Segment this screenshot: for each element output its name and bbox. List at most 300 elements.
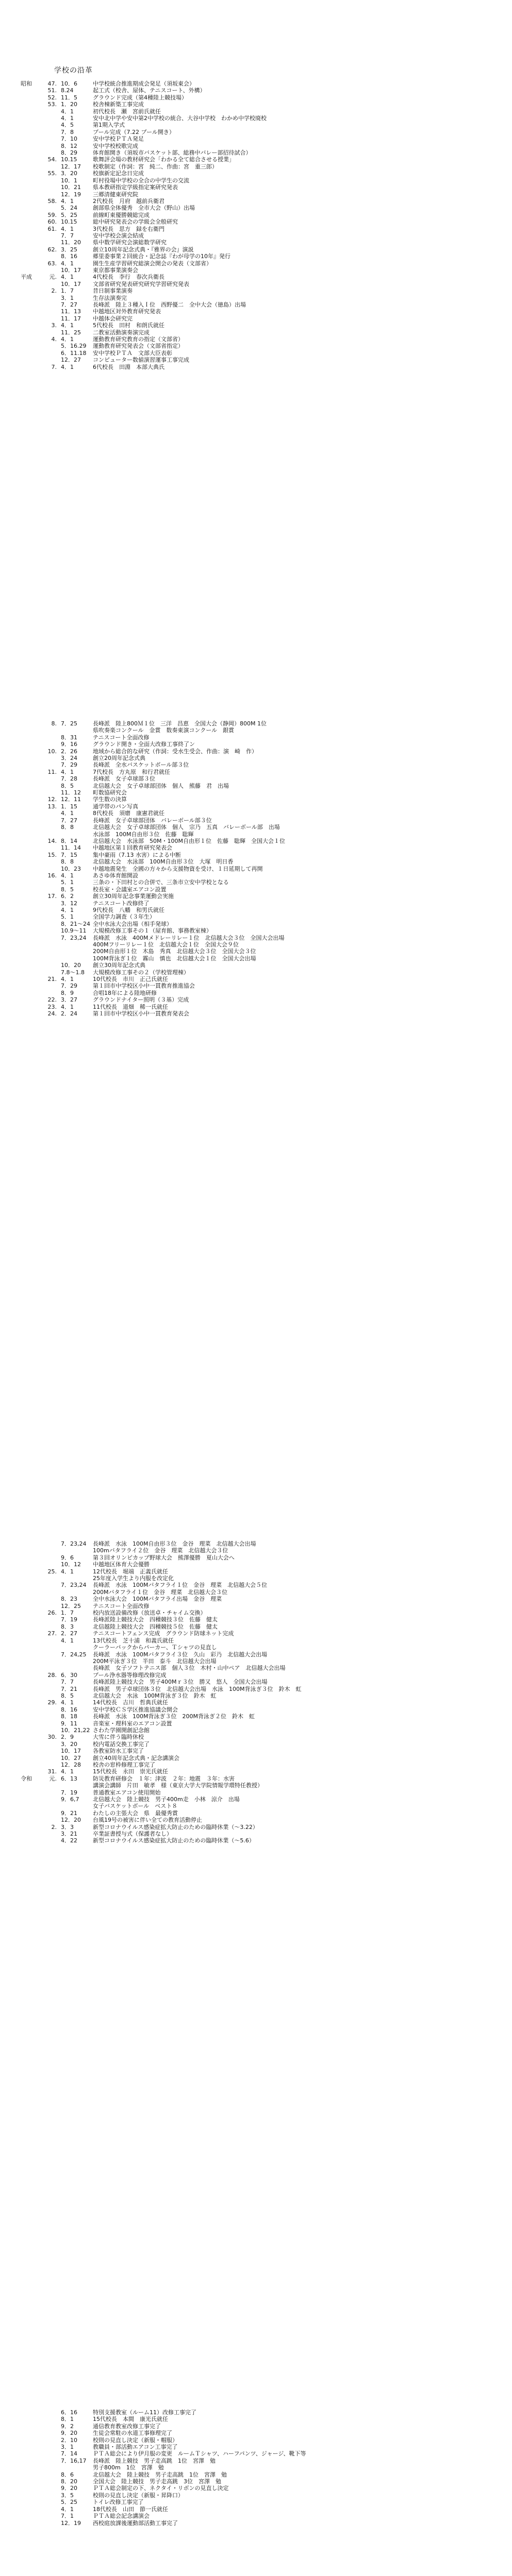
history-entry [21, 1831, 301, 1837]
event-text: 北信越大会 水泳部 100M自由形３位 大塚 明日香 [93, 858, 234, 866]
history-entry [21, 1720, 301, 1727]
history-entry [21, 1727, 301, 1734]
event-text: 校内電話交換工事完了 [93, 1740, 150, 1748]
date-label: 6．16 [61, 2409, 77, 2416]
date-label: 11．12 [61, 789, 81, 796]
year-label [37, 2444, 57, 2450]
event-text: 安中学校会演会結成 [93, 232, 144, 239]
event-text: 男子800m 1位 宮澤 勉 [93, 2464, 164, 2471]
event-text: テニスコートフェンス完成 グラウンド防球ネット完成 [93, 1630, 234, 1637]
history-entry [21, 1713, 301, 1720]
era-label [21, 2492, 37, 2499]
history-entry [21, 1775, 301, 1782]
year-label: 22. [47, 996, 57, 1004]
year-label [37, 1796, 57, 1803]
event-text: 長峰派 女子卓球部３位 [93, 775, 155, 783]
year-label [37, 789, 57, 796]
era-label [21, 1824, 37, 1831]
era-label [21, 982, 37, 989]
date-label: 12．25 [61, 1602, 81, 1609]
year-label [37, 135, 57, 142]
year-label [37, 2409, 57, 2416]
event-text: 長峰派陸上競技大会 四種競技３位 佐藤 健太 [93, 1616, 218, 1623]
year-label: 61. [47, 225, 57, 232]
date-label: 7．29 [61, 982, 77, 990]
era-label [21, 226, 37, 232]
event-text: 全国学力調査（３年生） [93, 913, 155, 921]
event-text: 長峰派 女子卓球部団体 バレーボール部３位 [93, 817, 212, 824]
year-label: 47. [47, 80, 57, 87]
date-label [57, 1589, 93, 1596]
date-label: 10．17 [61, 1748, 81, 1755]
year-label: 14. [47, 837, 57, 844]
event-text: 安中学校ＰＴＡ 文部大臣表彰 [93, 349, 172, 357]
year-label [37, 1554, 57, 1561]
year-label [37, 2423, 57, 2430]
history-entry [21, 87, 267, 94]
year-label [37, 2471, 57, 2478]
era-label [21, 1554, 37, 1561]
event-text: 県吹奏楽コンクール 金賞 数奏東演コンクール 銀賞 [93, 727, 235, 734]
history-entry [21, 907, 285, 913]
date-label: 6．2 [61, 893, 74, 900]
history-entry [21, 246, 267, 253]
history-entry [21, 1658, 301, 1665]
era-label [21, 108, 37, 115]
date-label: 8.24 [61, 87, 74, 94]
year-label [37, 962, 57, 969]
event-text: 学生数の決算 [93, 796, 127, 803]
era-label [21, 775, 37, 782]
era-label [21, 287, 37, 294]
history-entry [21, 789, 285, 796]
era-label [21, 1603, 37, 1609]
date-label: 3．1 [61, 2444, 74, 2451]
year-label [37, 927, 57, 934]
event-text: 安中学校校歌完成 [93, 142, 138, 149]
history-entry [21, 1768, 301, 1775]
event-text: 創立30周年記念事業運動会実施 [93, 893, 174, 900]
year-label [37, 969, 57, 976]
history-entry [21, 741, 285, 748]
history-entry [21, 343, 267, 349]
year-label [37, 2450, 57, 2457]
history-entry [21, 996, 285, 1003]
year-label [37, 1741, 57, 1748]
event-text: 運動教育研究教育の指定（文部省） [93, 336, 184, 343]
era-label [21, 170, 37, 177]
date-label: 4．1 [61, 2505, 74, 2513]
date-label: 2．27 [61, 1630, 77, 1637]
event-text: 校舎の窓枠修理工事完了 [93, 1761, 155, 1768]
year-label [37, 177, 57, 184]
date-label: 10．6 [61, 80, 77, 87]
era-label [21, 990, 37, 996]
year-label [37, 1686, 57, 1692]
date-label: 1．20 [61, 101, 77, 108]
date-label: 10．20 [61, 962, 81, 969]
era-label [21, 2471, 37, 2478]
date-label: 4．1 [61, 872, 74, 879]
history-entry [21, 212, 267, 218]
date-label: 8．8 [61, 858, 74, 866]
year-label: 元. [49, 274, 57, 281]
era-label [21, 253, 37, 260]
history-entry [21, 1734, 301, 1740]
history-entry [21, 755, 285, 761]
era-label [21, 2485, 37, 2492]
year-label: 8. [51, 720, 57, 727]
date-label: 12．27 [61, 357, 81, 364]
date-label: 10．21 [61, 184, 81, 191]
era-label [21, 741, 37, 748]
history-entry [21, 1596, 301, 1602]
history-entry [21, 357, 267, 363]
year-label: 51. [47, 87, 57, 94]
era-label [21, 817, 37, 824]
era-label [21, 315, 37, 322]
event-text: ＰＴＡ総会制定の下、ネクタイ・リボンの見直し決定 [93, 2485, 229, 2492]
date-label: 3．20 [61, 170, 77, 177]
year-label [37, 205, 57, 211]
era-label [21, 927, 37, 934]
date-label: 4．1 [61, 363, 74, 370]
date-label [57, 2464, 93, 2471]
history-entry [21, 1554, 301, 1561]
date-label: 4．1 [61, 336, 74, 343]
date-label: 4．1 [61, 1699, 74, 1706]
year-label [37, 844, 57, 851]
date-label: 9．2 [61, 2422, 74, 2430]
year-label [37, 1623, 57, 1630]
era-label [21, 2437, 37, 2444]
event-text: 中越地区対外教育研究発表 [93, 308, 161, 315]
event-text: 町村役場中学校の全合の中学生の交流 [93, 177, 189, 184]
era-label [21, 1831, 37, 1837]
date-label [57, 955, 93, 962]
event-text: 初代校長 瀬 宮前氏就任 [93, 108, 161, 115]
date-label: 4．1 [61, 1003, 74, 1010]
era-label [21, 177, 37, 184]
era-label [21, 336, 37, 343]
history-entry [21, 1630, 301, 1637]
history-entry [21, 267, 267, 274]
history-entry [21, 1796, 301, 1803]
year-label: 55. [47, 170, 57, 177]
history-section-2 [21, 720, 285, 1017]
year-label [37, 921, 57, 927]
year-label: 3. [51, 322, 57, 329]
date-label: 4．5 [61, 122, 74, 129]
date-label: 4．1 [61, 906, 74, 913]
era-label [21, 364, 37, 370]
history-entry [21, 2485, 306, 2492]
history-entry [21, 1748, 301, 1754]
era-label [21, 2520, 37, 2527]
date-label: 10.15 [61, 156, 77, 163]
year-label [37, 191, 57, 198]
year-label: 31. [47, 1768, 57, 1775]
date-label: 8．16 [61, 1706, 77, 1713]
year-label [37, 350, 57, 357]
date-label: 5．16.29 [61, 343, 87, 350]
era-label [21, 267, 37, 274]
event-text: 教職員・部活動エアコン工事完了 [93, 2444, 178, 2451]
event-text: 長峰派 水泳 400Mメドレーリレー１位 北信越大会３位 全国大会出場 [93, 934, 285, 941]
date-label: 8．5 [61, 1692, 74, 1699]
history-entry [21, 2520, 306, 2527]
era-label [21, 1837, 37, 1844]
history-entry [21, 253, 267, 260]
history-entry [21, 727, 285, 734]
event-text: 大規模改修工事その２（学校管理棟） [93, 969, 189, 976]
history-entry [21, 900, 285, 907]
date-label: 6．13 [61, 1775, 77, 1782]
event-text: 北信越大会 女子卓球部団体 個人 熊藤 君 出場 [93, 782, 229, 789]
era-label [21, 1651, 37, 1658]
history-entry [21, 94, 267, 101]
date-label: 10．23 [61, 865, 81, 872]
year-label [37, 866, 57, 872]
event-text: グラウンド完成（第4種陸上競技場） [93, 94, 187, 101]
date-label: 8．3 [61, 1623, 74, 1630]
date-label: 7．23,24 [61, 1582, 87, 1589]
year-label: 29. [47, 1699, 57, 1706]
era-label [21, 1540, 37, 1547]
date-label: 7．21 [61, 1685, 77, 1692]
event-text: 全中水泳大会出場（相手発球） [93, 920, 172, 927]
date-label: 7．19 [61, 1616, 77, 1623]
date-label [57, 1644, 93, 1651]
event-text: 県本教研指定学級指定案研究発表 [93, 184, 178, 191]
year-label [37, 357, 57, 363]
era-label [21, 94, 37, 101]
event-text: 三条の・下田村との合併で、三条市立安中学校となる [93, 879, 229, 886]
era-label [21, 2416, 37, 2422]
era-label [21, 1010, 37, 1017]
date-label: 12．19 [61, 191, 81, 198]
era-label [21, 1623, 37, 1630]
era-label [21, 2423, 37, 2430]
year-label [37, 761, 57, 768]
date-label: 10．17 [61, 266, 81, 274]
era-label [21, 135, 37, 142]
year-label: 元. [49, 1775, 57, 1782]
year-label: 27. [47, 1630, 57, 1637]
history-entry [21, 734, 285, 741]
era-label [21, 969, 37, 976]
year-label: 21. [47, 976, 57, 983]
year-label [37, 907, 57, 913]
year-label: 2. [51, 1823, 57, 1831]
year-label [37, 122, 57, 128]
year-label [37, 239, 57, 246]
year-label [37, 1679, 57, 1685]
date-label: 8．9 [61, 989, 74, 996]
history-entry [21, 1603, 301, 1609]
event-text: 校内放送設備改修（放送卓・チャイム交換） [93, 1609, 206, 1617]
year-label [37, 1540, 57, 1547]
year-label: 12. [47, 796, 57, 803]
era-label [21, 2506, 37, 2513]
era-label [21, 976, 37, 982]
history-entry [21, 1616, 301, 1623]
event-text: 200Mバタフライ１位 金谷 理菜 北信越大会３位 [93, 1588, 228, 1596]
event-text: 創立10周年記念式典・『雅界の会』演説 [93, 246, 194, 253]
date-label: 7.8〜1.8 [61, 969, 85, 976]
date-label: 7．7 [61, 232, 74, 239]
era-label [21, 198, 37, 205]
event-text: 東京都事業演奏会 [93, 266, 138, 274]
date-label: 7．19 [61, 1789, 77, 1796]
history-entry [21, 2464, 306, 2471]
year-label [37, 281, 57, 287]
date-label: 7．16,17 [61, 2457, 87, 2464]
era-label [21, 1727, 37, 1734]
history-entry [21, 156, 267, 163]
event-text: 長峰派 水泳 100M背泳ぎ３位 200M背泳ぎ２位 鈴木 虹 [93, 1713, 255, 1720]
history-entry [21, 177, 267, 184]
era-label [21, 755, 37, 761]
year-label [37, 775, 57, 782]
history-entry [21, 1568, 301, 1575]
year-label [37, 2506, 57, 2513]
era-label [21, 1609, 37, 1616]
history-entry [21, 163, 267, 170]
year-label [37, 115, 57, 122]
era-label [21, 1720, 37, 1727]
year-label [37, 267, 57, 274]
event-text: 長峰派 陸上競技 男子走高跳 1位 宮澤 勉 [93, 2457, 216, 2464]
history-entry [21, 852, 285, 858]
year-label: 25. [47, 1568, 57, 1575]
history-entry [21, 184, 267, 191]
event-text: わたしの主張大会 県 最優秀賞 [93, 1809, 178, 1817]
era-label [21, 2444, 37, 2450]
year-label [37, 1817, 57, 1823]
history-entry [21, 2513, 306, 2519]
history-entry [21, 1637, 301, 1644]
event-text: 校歌制定（作詞：宮 純二、作曲：宮 重三郎） [93, 163, 218, 170]
era-label: 昭和 [21, 80, 32, 87]
event-text: 大規模改修工事その１（屋育館、事務教室棟） [93, 927, 212, 935]
year-label: 7. [51, 363, 57, 370]
year-label: 11. [47, 768, 57, 775]
history-section-1 [21, 80, 267, 370]
event-text: 創立40周年記念式典・記念講演会 [93, 1754, 179, 1761]
year-label [37, 295, 57, 301]
year-label [37, 253, 57, 260]
event-text: 二教室活動演奏演完成 [93, 329, 150, 336]
era-label [21, 2478, 37, 2485]
date-label: 8．16 [61, 253, 77, 260]
year-label [37, 1637, 57, 1644]
date-label: 7．15 [61, 851, 77, 858]
date-label: 5．25 [61, 211, 77, 218]
era-label [21, 329, 37, 336]
year-label [37, 1837, 57, 1844]
history-entry [21, 941, 285, 948]
history-entry [21, 1782, 301, 1789]
history-entry [21, 969, 285, 976]
history-entry [21, 135, 267, 142]
event-text: 歌舞評会場の教材研究会「わかる全て総合させる授業」 [93, 156, 235, 163]
date-label [57, 941, 93, 948]
history-entry [21, 2506, 306, 2513]
era-label [21, 156, 37, 163]
era-label [21, 893, 37, 900]
year-label [37, 1720, 57, 1727]
year-label [37, 886, 57, 893]
history-entry [21, 796, 285, 803]
era-label [21, 886, 37, 893]
event-text: 前線町東優勝競総完成 [93, 211, 150, 218]
date-label: 6．11.18 [61, 349, 87, 357]
history-entry [21, 1651, 301, 1658]
event-text: 中越地区体育大会優勝 [93, 1561, 150, 1568]
event-text: 中学校統合推進期成会発足（須坂東会） [93, 80, 195, 87]
event-text: 100mバタフライ２位 金谷 理菜 北信越大会３位 [93, 1547, 228, 1554]
event-text: 4代校長 李行 春次兵衛長 [93, 274, 164, 281]
era-label [21, 101, 37, 108]
year-label [37, 163, 57, 170]
event-text: 生徒会常駐の水道工事修理完了 [93, 2430, 172, 2437]
event-text: 第１回市中学校区小中一貫教育推進協会 [93, 982, 195, 990]
year-label [37, 817, 57, 824]
history-entry [21, 803, 285, 810]
date-label: 8．21〜24 [61, 920, 90, 927]
history-entry [21, 170, 267, 177]
date-label: 4．1 [61, 115, 74, 122]
date-label: 5．1 [61, 913, 74, 921]
era-label [21, 1755, 37, 1761]
date-label [57, 831, 93, 838]
history-entry [21, 1679, 301, 1685]
history-entry [21, 101, 267, 108]
year-label [37, 824, 57, 831]
history-entry [21, 322, 267, 329]
event-text: クーラーパックからパーカー、Ｔシャツの見直し [93, 1644, 217, 1651]
history-entry [21, 838, 285, 844]
date-label: 11．25 [61, 329, 81, 336]
history-entry [21, 287, 267, 294]
year-label: 53. [47, 101, 57, 108]
date-label: 4．1 [61, 1637, 74, 1644]
era-label [21, 149, 37, 156]
year-label [37, 741, 57, 748]
date-label: 7．27 [61, 301, 77, 308]
history-entry [21, 783, 285, 789]
date-label: 7．27 [61, 817, 77, 824]
era-label [21, 122, 37, 128]
era-label [21, 2409, 37, 2416]
date-label: 10．1 [61, 177, 77, 184]
date-label: 3．24 [61, 755, 77, 762]
page-title: 学校の沿革 [54, 66, 93, 75]
event-text: 校舎棟新築工事完成 [93, 101, 144, 108]
event-text: 校則の見直し決定（新服・帽服） [93, 2436, 178, 2444]
date-label: 7．24,25 [61, 1651, 87, 1658]
event-text: 長峰派 水泳 100Mバタフライ３位 久山 彩乃 北信越大会出場 [93, 1651, 268, 1658]
history-section-3 [21, 1540, 301, 1844]
history-entry [21, 232, 267, 239]
history-entry [21, 226, 267, 232]
history-entry [21, 824, 285, 831]
history-entry [21, 274, 267, 280]
history-entry [21, 844, 285, 851]
date-label: 11．13 [61, 308, 81, 315]
history-entry [21, 1692, 301, 1699]
